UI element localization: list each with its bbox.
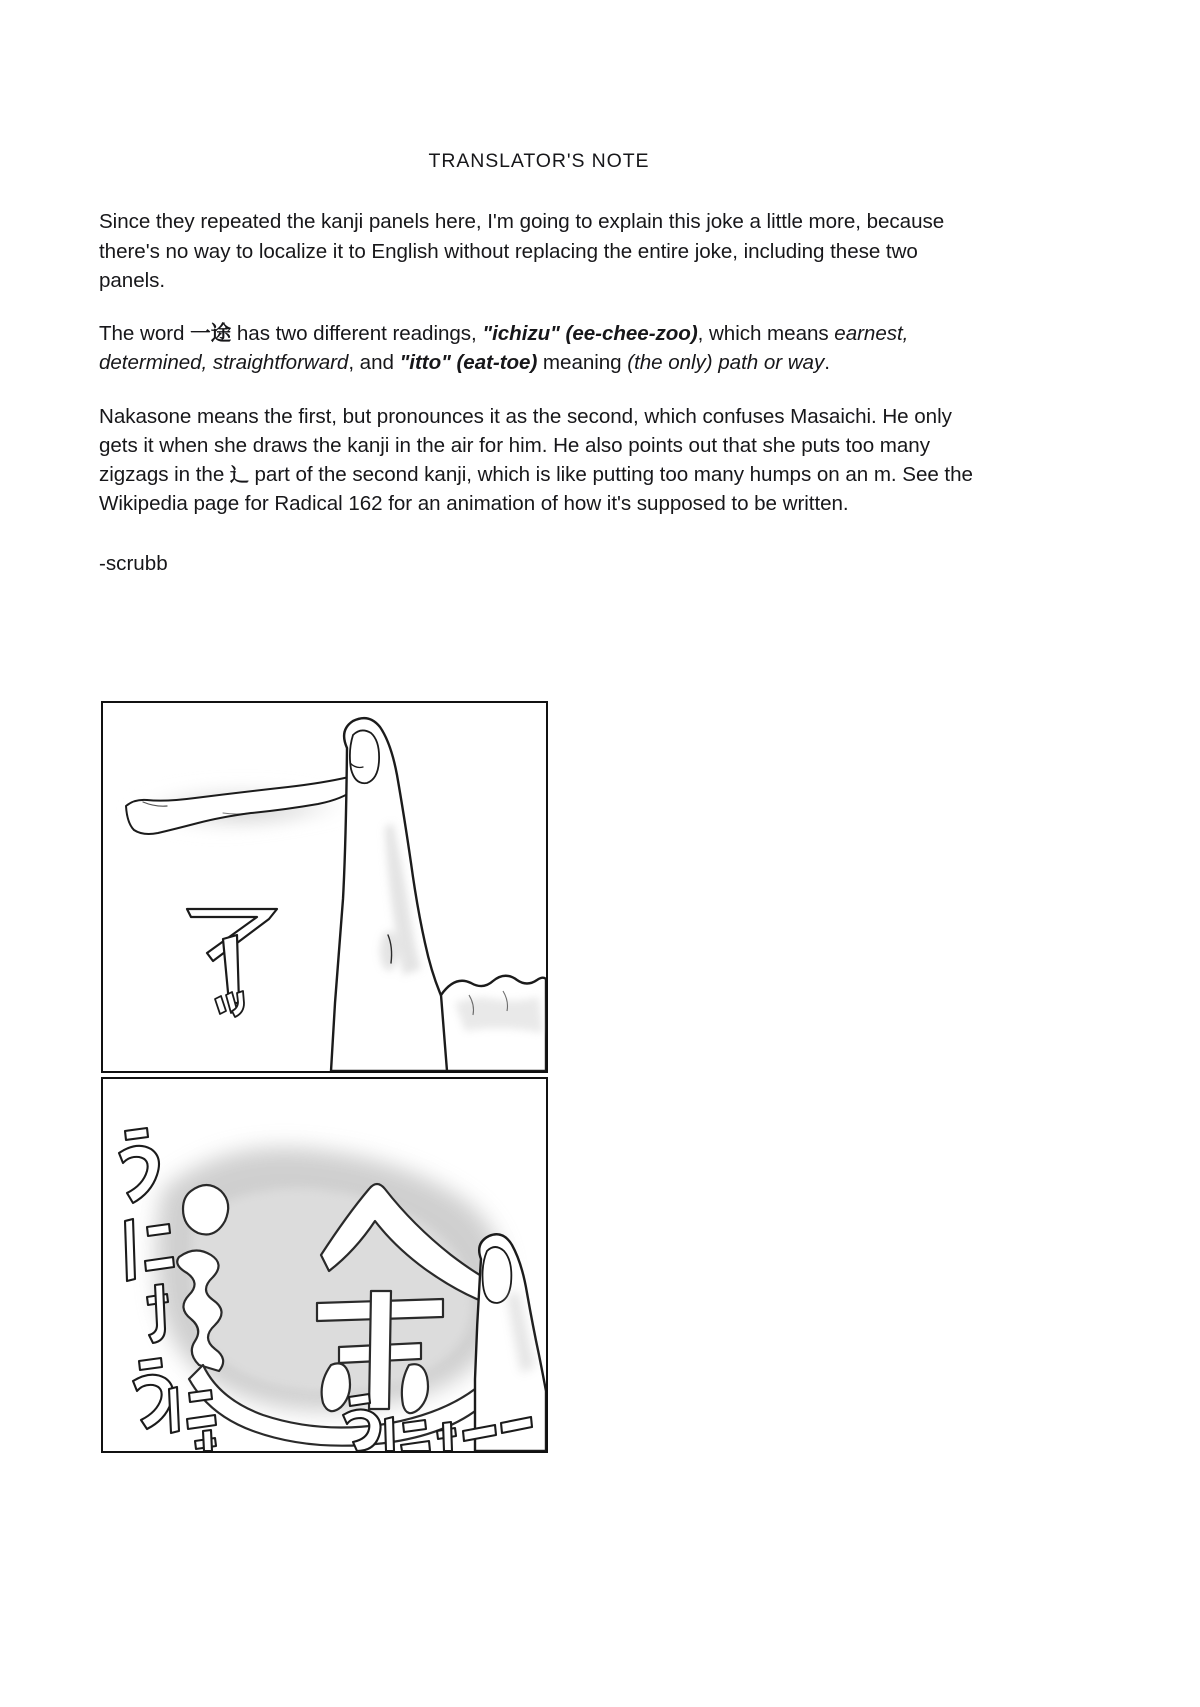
signature: -scrubb xyxy=(99,551,168,575)
pointing-fingertip xyxy=(475,1234,546,1451)
kanji-ichizu: 一途 xyxy=(190,321,232,346)
meaning-itto: (the only) path or way xyxy=(627,351,825,375)
note-paragraph-2 xyxy=(99,319,979,377)
p3-segment-2: part of the second kanji, which is like putting too many humps on an m. See the Wikipedia page for Radical 162 for an animation of how it's supposed to be written. xyxy=(99,463,973,516)
kanji-radical-162: 辶 xyxy=(229,464,249,487)
page-title: TRANSLATOR'S NOTE xyxy=(428,150,650,172)
panel-1-artwork xyxy=(103,703,546,1071)
p3-segment-1: Nakasone means the first, but pronounces it as the second, which confuses Masaichi. He only gets it when she draws the kanji in the air for him. He also points out that she puts too many zigzags in the xyxy=(99,404,952,487)
meaning-ichizu: earnest, determined, straightforward xyxy=(99,322,909,375)
p2-segment-4: , and xyxy=(348,351,400,375)
reading-itto: "itto" (eat-toe) xyxy=(399,351,538,375)
manga-panel-2 xyxy=(101,1077,548,1453)
note-paragraph-3 xyxy=(99,402,979,519)
note-paragraph-1: Since they repeated the kanji panels here, I'm going to explain this joke a little more, because there's no way to localize it to English without replacing the entire joke, including these two panels. xyxy=(99,210,945,292)
reading-ichizu: "ichizu" (ee-chee-zoo) xyxy=(482,322,698,346)
p2-segment-5: meaning xyxy=(537,351,628,375)
sfx-a-glyph xyxy=(187,909,277,1003)
sfx-small-tsu-glyph xyxy=(215,991,244,1017)
p2-segment-6: . xyxy=(824,351,830,375)
p2-segment-1: The word xyxy=(99,322,191,346)
panel-2-artwork xyxy=(103,1079,546,1451)
p2-segment-2: has two different readings, xyxy=(231,322,483,346)
p2-segment-3: , which means xyxy=(697,322,835,346)
manga-panel-1 xyxy=(101,701,548,1073)
hand-shading xyxy=(455,997,543,1033)
translators-note-block xyxy=(99,150,979,578)
